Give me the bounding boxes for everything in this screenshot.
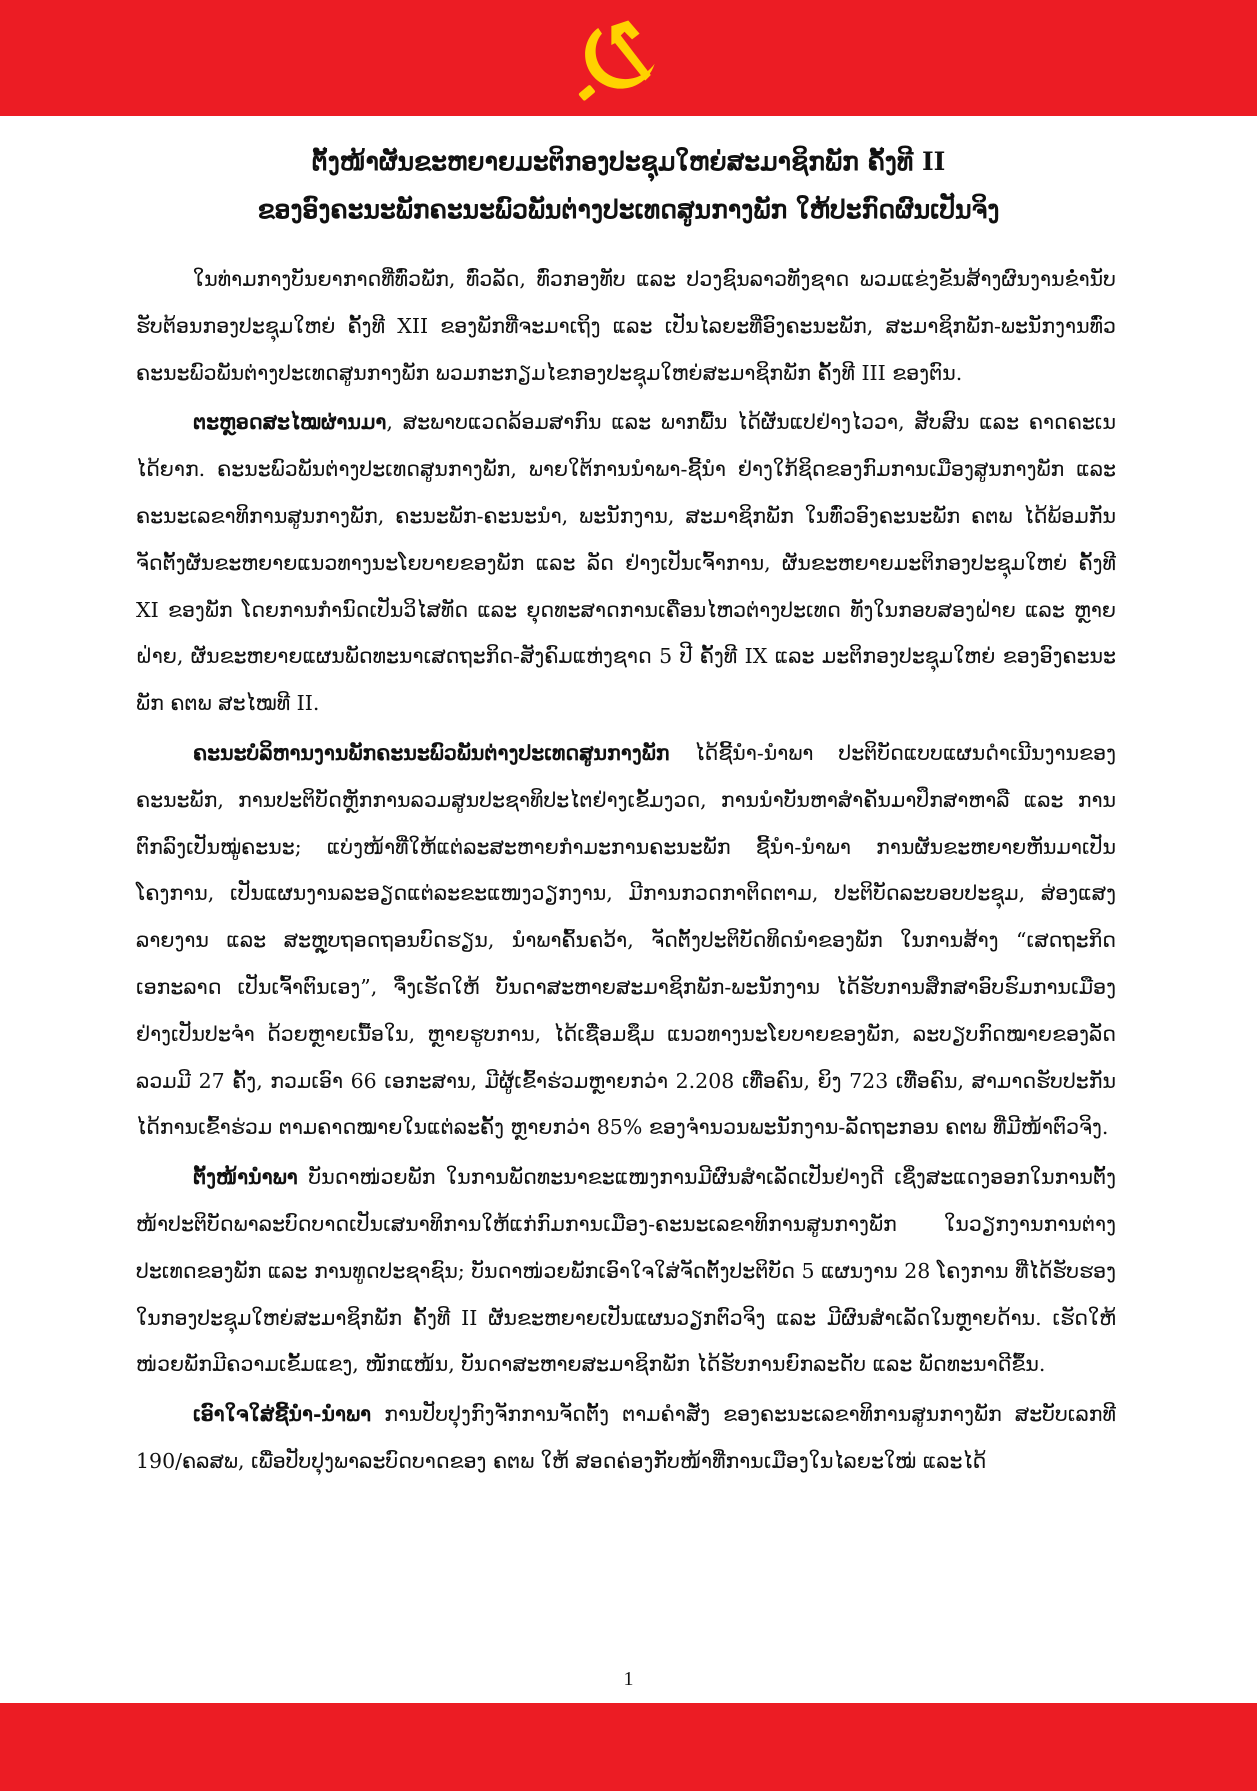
paragraph-2-lead: ຕະຫຼອດສະໄໝຜ່ານມາ	[193, 410, 387, 435]
title-line-2: ຂອງອົງຄະນະພັກຄະນະພົວພັນຕ່າງປະເທດສູນກາງພັກ ໃຫ້ປະກົດຜົນເປັນຈິງ	[257, 195, 1000, 224]
bottom-red-band	[0, 1703, 1257, 1791]
paragraph-3-lead: ຄະນະບໍລິຫານງານພັກຄະນະພົວພັນຕ່າງປະເທດສູນກາງພັກ	[193, 740, 670, 765]
document-title	[120, 138, 1137, 234]
paragraph-3	[136, 730, 1116, 1151]
title-line-1: ຕັ້ງໜ້າຜັນຂະຫຍາຍມະຕິກອງປະຊຸມໃຫຍ່ສະມາຊິກພັກ ຄັ້ງທີ II	[311, 147, 946, 176]
paragraph-1	[136, 256, 1116, 396]
paragraph-1-text: ໃນທ່າມກາງບັນຍາກາດທີ່ທົ່ວພັກ, ທົ່ວລັດ, ທົ່ວກອງທັບ ແລະ ປວງຊົນລາວທັງຊາດ ພວມແຂ່ງຂັນສ້າງຜົນງານຂ່ຳນັບຮັບຕ້ອນກອງປະຊຸມໃຫຍ່ ຄັ້ງທີ XII ຂອງພັກທີ່ຈະມາເຖິງ ແລະ ເປັນໄລຍະທີ່ອົງຄະນະພັກ, ສະມາຊິກພັກ-ພະນັກງານທົ່ວ ຄະນະພົວພັນຕ່າງປະເທດສູນກາງພັກ ພວມກະກຽມໄຂກອງປະຊຸມໃຫຍ່ສະມາຊິກພັກ ຄັ້ງທີ III ຂອງຕົນ.	[136, 267, 1116, 385]
paragraph-4	[136, 1154, 1116, 1388]
paragraph-2	[136, 399, 1116, 727]
page-number: 1	[623, 1668, 634, 1690]
paragraph-4-text: ບັນດາໜ່ວຍພັກ ໃນການພັດທະນາຂະແໜງການມີຜົນສຳເລັດເປັນຢ່າງດີ ເຊິ່ງສະແດງອອກໃນການຕັ້ງໜ້າປະຕິບັດພາລະບົດບາດເປັນເສນາທິການໃຫ້ແກ່ກົມການເມືອງ-ຄະນະເລຂາທິການສູນກາງພັກ ໃນວຽກງານການຕ່າງປະເທດຂອງພັກ ແລະ ການທູດປະຊາຊົນ; ບັນດາໜ່ວຍພັກເອົາໃຈໃສ່ຈັດຕັ້ງປະຕິບັດ 5 ແຜນງານ 28 ໂຄງການ ທີ່ໄດ້ຮັບຮອງໃນກອງປະຊຸມໃຫຍ່ສະມາຊິກພັກ ຄັ້ງທີ II ຜັນຂະຫຍາຍເປັນແຜນວຽກຕົວຈິງ ແລະ ມີຜົນສຳເລັດໃນຫຼາຍດ້ານ. ເຮັດໃຫ້ໜ່ວຍພັກມີຄວາມເຂັ້ມແຂງ, ໜັກແໜ້ນ, ບັນດາສະຫາຍສະມາຊິກພັກ ໄດ້ຮັບການຍົກລະດັບ ແລະ ພັດທະນາດີຂຶ້ນ.	[136, 1165, 1116, 1377]
paragraph-5	[136, 1391, 1116, 1485]
paragraph-2-text: , ສະພາບແວດລ້ອມສາກົນ ແລະ ພາກພື້ນ ໄດ້ຜັນແປຢ່າງໄວວາ, ສັບສົນ ແລະ ຄາດຄະເນໄດ້ຍາກ. ຄະນະພົວພັນຕ່າງປະເທດສູນກາງພັກ, ພາຍໃຕ້ການນຳພາ-ຊີ້ນຳ ຢ່າງໃກ້ຊິດຂອງກົມການເມືອງສູນກາງພັກ ແລະ ຄະນະເລຂາທິການສູນກາງພັກ, ຄະນະພັກ-ຄະນະນຳ, ພະນັກງານ, ສະມາຊິກພັກ ໃນທົ່ວອົງຄະນະພັກ ຄຕພ ໄດ້ພ້ອມກັນຈັດຕັ້ງຜັນຂະຫຍາຍແນວທາງນະໂຍບາຍຂອງພັກ ແລະ ລັດ ຢ່າງເປັນເຈົ້າການ, ຜັນຂະຫຍາຍມະຕິກອງປະຊຸມໃຫຍ່ ຄັ້ງທີ XI ຂອງພັກ ໂດຍການກຳນົດເປັນວິໄສທັດ ແລະ ຍຸດທະສາດການເຄື່ອນໄຫວຕ່າງປະເທດ ທັງໃນກອບສອງຝ່າຍ ແລະ ຫຼາຍຝ່າຍ, ຜັນຂະຫຍາຍແຜນພັດທະນາເສດຖະກິດ-ສັງຄົມແຫ່ງຊາດ 5 ປີ ຄັ້ງທີ IX ແລະ ມະຕິກອງປະຊຸມໃຫຍ່ ຂອງອົງຄະນະພັກ ຄຕພ ສະໄໝທີ II.	[136, 410, 1116, 716]
document-body	[136, 256, 1116, 1488]
paragraph-4-lead: ຕັ້ງໜ້ານຳພາ	[193, 1165, 298, 1190]
paragraph-3-text: ໄດ້ຊີ້ນຳ-ນຳພາ ປະຕິບັດແບບແຜນດຳເນີນງານຂອງຄະນະພັກ, ການປະຕິບັດຫຼັກການລວມສູນປະຊາທິປະໄຕຢ່າງເຂັ້ມງວດ, ການນຳບັນຫາສຳຄັນມາປຶກສາຫາລື ແລະ ການຕົກລົງເປັນໝູ່ຄະນະ; ແບ່ງໜ້າທີ່ໃຫ້ແຕ່ລະສະຫາຍກຳມະການຄະນະພັກ ຊີ້ນຳ-ນຳພາ ການຜັນຂະຫຍາຍຫັນມາເປັນໂຄງການ, ເປັນແຜນງານລະອຽດແຕ່ລະຂະແໜງວຽກງານ, ມີການກວດກາຕິດຕາມ, ປະຕິບັດລະບອບປະຊຸມ, ສ່ອງແສງລາຍງານ ແລະ ສະຫຼຸບຖອດຖອນບົດຮຽນ, ນຳພາຄົ້ນຄວ້າ, ຈັດຕັ້ງປະຕິບັດທິດນຳຂອງພັກ ໃນການສ້າງ “ເສດຖະກິດ ເອກະລາດ ເປັນເຈົ້າຕົນເອງ”, ຈຶ່ງເຮັດໃຫ້ ບັນດາສະຫາຍສະມາຊິກພັກ-ພະນັກງານ ໄດ້ຮັບການສຶກສາອົບຮົມການເມືອງ ຢ່າງເປັນປະຈຳ ດ້ວຍຫຼາຍເນື້ອໃນ, ຫຼາຍຮູບການ, ໄດ້ເຊື່ອມຊຶມ ແນວທາງນະໂຍບາຍຂອງພັກ, ລະບຽບກົດໝາຍຂອງລັດ ລວມມີ 27 ຄັ້ງ, ກວມເອົາ 66 ເອກະສານ, ມີຜູ້ເຂົ້າຮ່ວມຫຼາຍກວ່າ 2.208 ເທື່ອຄົນ, ຍິງ 723 ເທື່ອຄົນ, ສາມາດຮັບປະກັນໄດ້ການເຂົ້າຮ່ວມ ຕາມຄາດໝາຍໃນແຕ່ລະຄັ້ງ ຫຼາຍກວ່າ 85% ຂອງຈຳນວນພະນັກງານ-ລັດຖະກອນ ຄຕພ ທີ່ມີໜ້າຕົວຈິງ.	[136, 740, 1116, 1140]
paragraph-5-lead: ເອົາໃຈໃສ່ຊີ້ນຳ-ນຳພາ	[193, 1402, 372, 1427]
paragraph-5-text: ການປັບປຸງກົງຈັກການຈັດຕັ້ງ ຕາມຄຳສັ່ງ ຂອງຄະນະເລຂາທິການສູນກາງພັກ ສະບັບເລກທີ 190/ຄລສພ, ເພື່ອປັບປຸງພາລະບົດບາດຂອງ ຄຕພ ໃຫ້ ສອດຄ່ອງກັບໜ້າທີ່ການເມືອງໃນໄລຍະໃໝ່ ແລະໄດ້	[136, 1402, 1116, 1473]
hammer-and-sickle-icon	[570, 16, 664, 104]
